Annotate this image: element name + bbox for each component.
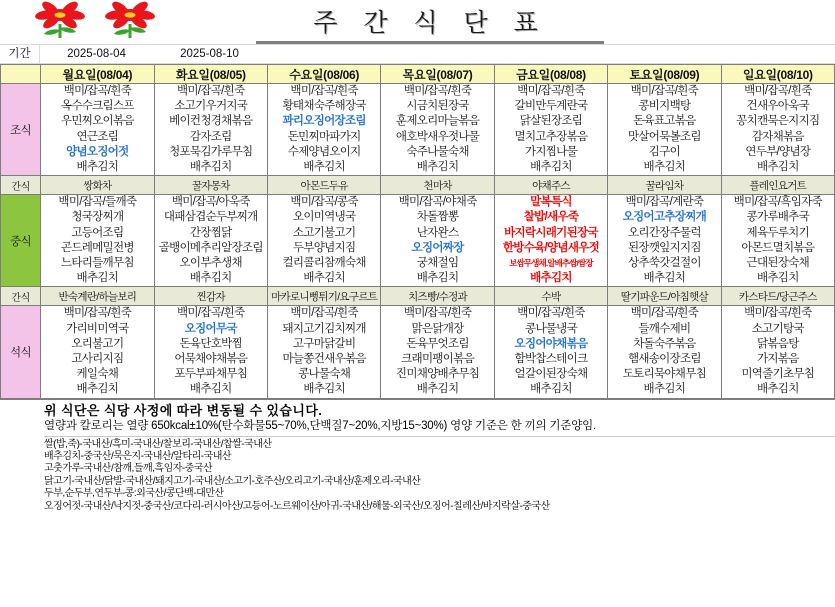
menu-item: 배추김치 [643, 161, 686, 174]
menu-item: 오징어짜장 [411, 241, 464, 254]
meal-cell-dinner-tue [154, 306, 267, 398]
menu-item: 꽁치캔묵은지지짐 [736, 115, 820, 128]
meal-cell-breakfast-wed [267, 84, 380, 176]
menu-item: 백미/잡곡/흑임자죽 [733, 196, 822, 209]
menu-item: 케일숙채 [76, 368, 119, 381]
menu-item: 백미/잡곡/흰죽 [630, 307, 699, 320]
menu-item: 연두부/양념장 [745, 145, 811, 158]
flower-icon [26, 0, 216, 44]
menu-item: 크래미팽이볶음 [401, 353, 474, 366]
origin-of-ingredients [44, 436, 835, 513]
menu-item: 황태채숙주해장국 [282, 100, 366, 113]
menu-item: 가리비미역국 [66, 322, 129, 335]
menu-item: 차돌숙주볶음 [633, 337, 696, 350]
menu-item: 배추김치 [303, 383, 345, 396]
flower-decoration [26, 0, 216, 44]
menu-item: 배추김치 [189, 161, 232, 174]
menu-item: 배추김치 [530, 272, 572, 285]
menu-item: 백미/잡곡/흰죽 [290, 307, 358, 320]
page-banner [0, 0, 835, 44]
menu-item: 백미/잡곡/흰죽 [744, 307, 812, 320]
menu-item: 백미/잡곡/흰죽 [63, 307, 132, 320]
menu-item: 오리간장주물럭 [627, 226, 701, 239]
meal-cell-breakfast-thu [381, 84, 494, 176]
row-label-snack-1: 간식 [1, 176, 41, 195]
menu-item: 맑은닭개장 [411, 322, 464, 335]
menu-item: 백미/잡곡/계란죽 [625, 196, 704, 209]
menu-item: 배추김치 [303, 272, 345, 285]
origin-line: 두부,순두부,연두부-콩:외국산/콩단백-대만산 [44, 488, 224, 500]
menu-item: 콩가루배추국 [746, 211, 810, 224]
menu-item: 백미/잡곡/흰죽 [403, 85, 472, 97]
menu-item: 오리불고기 [71, 337, 124, 350]
meal-cell-lunch-fri [494, 195, 607, 287]
snack-cell-2-mon: 반숙계란/하늘보리 [41, 287, 154, 306]
menu-item: 얼갈이된장숙채 [514, 368, 588, 381]
snack-row-2 [1, 287, 835, 306]
menu-item: 돈육무엇조림 [406, 337, 469, 350]
snack-cell-1-sat: 꿀라임차 [608, 176, 721, 195]
menu-item: 콩나물냉국 [524, 322, 577, 335]
menu-item: 된장깻잎지지짐 [627, 241, 701, 254]
menu-item: 곤드레메밀전병 [60, 241, 134, 254]
menu-item: 돈육단호박찜 [179, 337, 242, 350]
menu-item: 도토리묵야채무침 [622, 368, 707, 381]
meal-cell-dinner-thu [381, 306, 494, 398]
meal-cell-dinner-wed [267, 306, 380, 398]
menu-item: 찰밥/새우죽 [523, 211, 579, 224]
snack-cell-1-fri: 야채주스 [494, 176, 607, 195]
menu-item: 청포묵김가루무침 [169, 145, 253, 158]
menu-item: 베이컨청경채볶음 [169, 115, 253, 128]
footer-notes [0, 399, 835, 513]
menu-change-notice: 위 식단은 식당 사정에 따라 변동될 수 있습니다. [44, 402, 323, 418]
menu-item: 백미/잡곡/들깨죽 [58, 196, 137, 209]
menu-item: 포두부파채무침 [174, 368, 248, 381]
meal-cell-dinner-mon [41, 306, 154, 398]
menu-item: 배추김치 [189, 383, 232, 396]
corner-cell [1, 65, 41, 84]
menu-item: 가지찜나물 [524, 145, 577, 158]
menu-item: 배추김치 [530, 383, 572, 396]
menu-item: 숙주나물숙채 [406, 145, 469, 158]
menu-item: 골뱅이메추리알장조림 [158, 241, 263, 254]
menu-item: 한방수육/양념새우젓 [502, 241, 600, 254]
menu-item: 오징어고추장찌개 [622, 211, 707, 224]
menu-item: 꽈리오징어장조림 [282, 115, 366, 128]
menu-item: 양념오징어젓 [66, 145, 129, 158]
menu-item: 배추김치 [530, 161, 572, 174]
breakfast-row [1, 84, 835, 176]
menu-item: 콩비지백탕 [638, 100, 691, 113]
origin-line: 고춧가루-국내산/참깨,들깨,흑임자-중국산 [44, 463, 213, 475]
menu-item: 배추김치 [76, 383, 119, 396]
menu-item: 미역줄기초무침 [741, 368, 815, 381]
menu-item: 감자채볶음 [751, 130, 804, 143]
meal-cell-breakfast-tue [154, 84, 267, 176]
menu-item: 오이미역냉국 [292, 211, 356, 224]
row-label-breakfast: 조식 [1, 84, 41, 176]
menu-item: 소고기불고기 [292, 226, 356, 239]
menu-item: 백미/잡곡/흰죽 [517, 85, 585, 97]
menu-item: 백미/잡곡/흰죽 [744, 85, 812, 97]
meal-cell-breakfast-sat [608, 84, 721, 176]
menu-item: 고등어조림 [71, 226, 124, 239]
meal-cell-dinner-sat [608, 306, 721, 398]
menu-item: 궁채절임 [416, 257, 459, 270]
period-row [0, 44, 835, 64]
menu-item: 백미/잡곡/흰죽 [177, 85, 245, 97]
menu-item: 연근조림 [76, 130, 119, 143]
menu-item: 닭볶음탕 [756, 337, 799, 350]
menu-item: 제육두루치기 [746, 226, 810, 239]
snack-cell-1-tue: 꿀자몽차 [154, 176, 267, 195]
snack-row-1 [1, 176, 835, 195]
meal-cell-lunch-sun [721, 195, 834, 287]
menu-item: 마늘쫑건새우볶음 [282, 353, 366, 366]
day-header-thu: 목요일(08/07) [381, 65, 494, 84]
lunch-row [1, 195, 835, 287]
menu-item: 차돌짬뽕 [416, 211, 459, 224]
page-title-container [256, 0, 604, 44]
day-header-fri: 금요일(08/08) [494, 65, 607, 84]
period-start-date: 2025-08-04 [67, 47, 126, 60]
menu-item: 돈민찌마파가지 [287, 130, 361, 143]
menu-item: 백미/잡곡/콩죽 [290, 196, 358, 209]
snack-cell-1-sun: 플레인요거트 [721, 176, 834, 195]
menu-item: 배추김치 [76, 272, 119, 285]
row-label-snack-2: 간식 [1, 287, 41, 306]
origin-line: 오징어젓-국내산/낙지젓-중국산/코다리-러시아산/고등어-노르웨이산/아귀-국내산/해물-외국산/오징어-칠레산/바지락살-중국산 [44, 500, 550, 512]
menu-item: 맛살어묵볼조림 [627, 130, 701, 143]
meal-cell-lunch-mon [41, 195, 154, 287]
menu-item: 백미/잡곡/흰죽 [290, 85, 358, 97]
menu-item: 진미채양배추무침 [395, 368, 480, 381]
menu-item: 컬리콜리참깨숙채 [282, 257, 366, 270]
row-label-dinner: 석식 [1, 306, 41, 398]
menu-item: 배추김치 [189, 272, 232, 285]
period-end-date: 2025-08-10 [180, 47, 239, 60]
menu-item: 바지락시래기된장국 [504, 226, 598, 239]
snack-cell-2-wed: 마카로니뻥튀기/요구르트 [267, 287, 380, 306]
menu-item: 갈비만두계란국 [514, 100, 588, 113]
meal-cell-breakfast-fri [494, 84, 607, 176]
menu-item: 어묵채야채볶음 [174, 353, 248, 366]
menu-item: 콩나물숙채 [298, 368, 351, 381]
menu-item: 두부양념지짐 [292, 241, 356, 254]
calorie-notice: 열량과 칼로리는 열량 650kcal±10%(탄수화물55~70%,단백질7~20%,지방15~30%) 영양 기준은 한 끼의 기준양임. [44, 419, 597, 432]
menu-item: 백미/잡곡/흰죽 [517, 307, 585, 320]
menu-item: 돼지고기김치찌개 [282, 322, 366, 335]
menu-item: 배추김치 [643, 272, 686, 285]
menu-item: 대패삼겹순두부찌개 [163, 211, 258, 224]
menu-item: 우민찌오이볶음 [60, 115, 134, 128]
snack-cell-2-fri: 수박 [494, 287, 607, 306]
menu-item: 백미/잡곡/야채죽 [398, 196, 477, 209]
menu-item: 오징어야채볶음 [514, 337, 588, 350]
origin-line: 닭고기-국내산/닭발-국내산/돼지고기-국내산/소고기-호주산/오리고기-국내산/훈제오리-국내산 [44, 475, 421, 487]
meal-cell-dinner-sun [721, 306, 834, 398]
snack-cell-2-tue: 찐감자 [154, 287, 267, 306]
menu-item: 배추김치 [416, 383, 459, 396]
menu-item: 고구마닭갈비 [292, 337, 356, 350]
snack-cell-2-thu: 치즈빵/수정과 [381, 287, 494, 306]
menu-item: 감자조림 [189, 130, 232, 143]
menu-item: 백미/잡곡/흰죽 [63, 85, 132, 97]
origin-line: 배추김치-중국산/묵은지-국내산/알타리-국내산 [44, 451, 232, 463]
day-header-wed: 수요일(08/06) [267, 65, 380, 84]
meal-cell-breakfast-sun [721, 84, 834, 176]
menu-item: 들깨수제비 [638, 322, 691, 335]
meal-cell-lunch-wed [267, 195, 380, 287]
menu-item: 근대된장숙채 [746, 257, 810, 270]
menu-item: 시금치된장국 [406, 100, 469, 113]
menu-item: 햄새송이장조림 [627, 353, 701, 366]
menu-item: 말복특식 [530, 196, 572, 209]
weekly-menu-table [0, 64, 835, 399]
meal-cell-lunch-tue [154, 195, 267, 287]
menu-item: 배추김치 [303, 161, 345, 174]
menu-item: 배추김치 [756, 383, 799, 396]
menu-item: 배추김치 [416, 161, 459, 174]
menu-item: 난자완스 [416, 226, 459, 239]
menu-item: 느타리들깨무침 [60, 257, 134, 270]
menu-item: 청국장찌개 [71, 211, 124, 224]
menu-item: 옥수수크림스프 [60, 100, 134, 113]
dinner-row [1, 306, 835, 398]
menu-item: 소고기탕국 [751, 322, 804, 335]
row-label-lunch: 중식 [1, 195, 41, 287]
meal-cell-lunch-thu [381, 195, 494, 287]
menu-item: 배추김치 [643, 383, 686, 396]
menu-item: 백미/잡곡/흰죽 [403, 307, 472, 320]
menu-item: 고사리지짐 [71, 353, 124, 366]
table-header-row [1, 65, 835, 84]
day-header-mon: 월요일(08/04) [41, 65, 154, 84]
menu-item: 함박찹스테이크 [514, 353, 588, 366]
menu-item: 상추쑥갓걸절이 [627, 257, 701, 270]
menu-item: 배추김치 [416, 272, 459, 285]
menu-item: 가지볶음 [756, 353, 799, 366]
menu-item: 건새우아욱국 [746, 100, 810, 113]
snack-cell-2-sat: 딸기파운드/아침햇살 [608, 287, 721, 306]
menu-item: 보쌈무생채.알배추쌈/쌈장 [509, 258, 593, 269]
period-label: 기간 [0, 45, 40, 64]
day-header-sat: 토요일(08/09) [608, 65, 721, 84]
menu-item: 백미/잡곡/아욱죽 [171, 196, 250, 209]
menu-item: 아몬드멸치볶음 [741, 241, 815, 254]
page-title: 주 간 식 단 표 [313, 7, 547, 37]
menu-item: 애호박새우젓나물 [395, 130, 480, 143]
menu-item: 간장찜닭 [189, 226, 232, 239]
menu-item: 배추김치 [756, 272, 799, 285]
menu-item: 멸치고추장볶음 [514, 130, 588, 143]
meal-cell-lunch-sat [608, 195, 721, 287]
snack-cell-1-thu: 천마차 [381, 176, 494, 195]
menu-item: 백미/잡곡/흰죽 [177, 307, 245, 320]
origin-line: 쌀(밥,죽)-국내산/흑미-국내산/찰보리-국내산/찹쌀-국내산 [44, 438, 272, 450]
menu-item: 김구이 [648, 145, 680, 158]
menu-item: 오이부추생채 [179, 257, 242, 270]
day-header-tue: 화요일(08/05) [154, 65, 267, 84]
menu-item: 소고기우거지국 [174, 100, 248, 113]
menu-item: 배추김치 [756, 161, 799, 174]
meal-cell-dinner-fri [494, 306, 607, 398]
day-header-sun: 일요일(08/10) [721, 65, 834, 84]
menu-item: 오징어무국 [184, 322, 237, 335]
snack-cell-2-sun: 카스타드/당근주스 [721, 287, 834, 306]
menu-item: 훈제오리마늘볶음 [395, 115, 480, 128]
menu-item: 돈육표고볶음 [633, 115, 696, 128]
menu-item: 닭살된장조림 [519, 115, 583, 128]
menu-item: 수제양념오이지 [287, 145, 361, 158]
menu-item: 백미/잡곡/흰죽 [630, 85, 699, 97]
menu-item: 배추김치 [76, 161, 119, 174]
meal-cell-breakfast-mon [41, 84, 154, 176]
snack-cell-1-wed: 아몬드두유 [267, 176, 380, 195]
snack-cell-1-mon: 쌍화차 [41, 176, 154, 195]
